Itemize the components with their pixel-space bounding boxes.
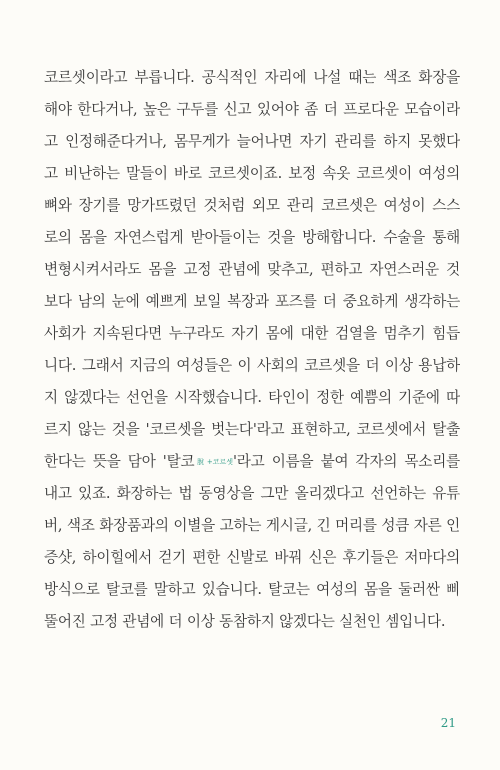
text-line: 지 않겠다는 선언을 시작했습니다. 타인이 정한 예쁨의 기준에 따 — [44, 389, 460, 406]
text-line: 고 비난하는 말들이 바로 코르셋이죠. 보정 속옷 코르셋이 여성의 — [44, 165, 460, 182]
text-line: 방식으로 탈코를 말하고 있습니다. 탈코는 여성의 몸을 둘러싼 삐 — [44, 581, 460, 598]
text-line: 보다 남의 눈에 예쁘게 보일 복장과 포즈를 더 중요하게 생각하는 — [44, 293, 460, 310]
text-line: 해야 한다거나, 높은 구두를 신고 있어야 좀 더 프로다운 모습이라 — [44, 101, 460, 118]
text-line: 니다. 그래서 지금의 여성들은 이 사회의 코르셋을 더 이상 용납하 — [44, 357, 460, 374]
text-line: 로의 몸을 자연스럽게 받아들이는 것을 방해합니다. 수술을 통해 — [44, 229, 460, 246]
text-line: 르지 않는 것을 '코르셋을 벗는다'라고 표현하고, 코르셋에서 탈출 — [44, 421, 460, 438]
text-line: 뚤어진 고정 관념에 더 이상 동참하지 않겠다는 실천인 셈입니다. — [44, 613, 446, 630]
text-line: 코르셋이라고 부릅니다. 공식적인 자리에 나설 때는 색조 화장을 — [44, 69, 460, 86]
text-segment: 한다는 뜻을 담아 '탈코 — [44, 453, 195, 470]
text-line: 뼈와 장기를 망가뜨렸던 것처럼 외모 관리 코르셋은 여성이 스스 — [44, 197, 460, 214]
page-number: 21 — [440, 716, 456, 730]
text-line: 사회가 지속된다면 누구라도 자기 몸에 대한 검열을 멈추기 힘듭 — [44, 325, 460, 342]
text-line: 버, 색조 화장품과의 이별을 고하는 게시글, 긴 머리를 성큼 자른 인 — [44, 517, 460, 534]
text-segment: '라고 이름을 붙여 각자의 목소리를 — [232, 453, 460, 470]
text-line-with-ruby — [44, 446, 460, 478]
body-text — [44, 62, 460, 638]
text-line: 변형시켜서라도 몸을 고정 관념에 맞추고, 편하고 자연스러운 것 — [44, 261, 460, 278]
text-line: 고 인정해준다거나, 몸무게가 늘어나면 자기 관리를 하지 못했다 — [44, 133, 460, 150]
text-line: 증샷, 하이힐에서 걷기 편한 신발로 바꿔 신은 후기들은 저마다의 — [44, 549, 460, 566]
ruby-annotation: 脫+코르셋 — [194, 458, 233, 466]
text-line: 내고 있죠. 화장하는 법 동영상을 그만 올리겠다고 선언하는 유튜 — [44, 485, 460, 502]
